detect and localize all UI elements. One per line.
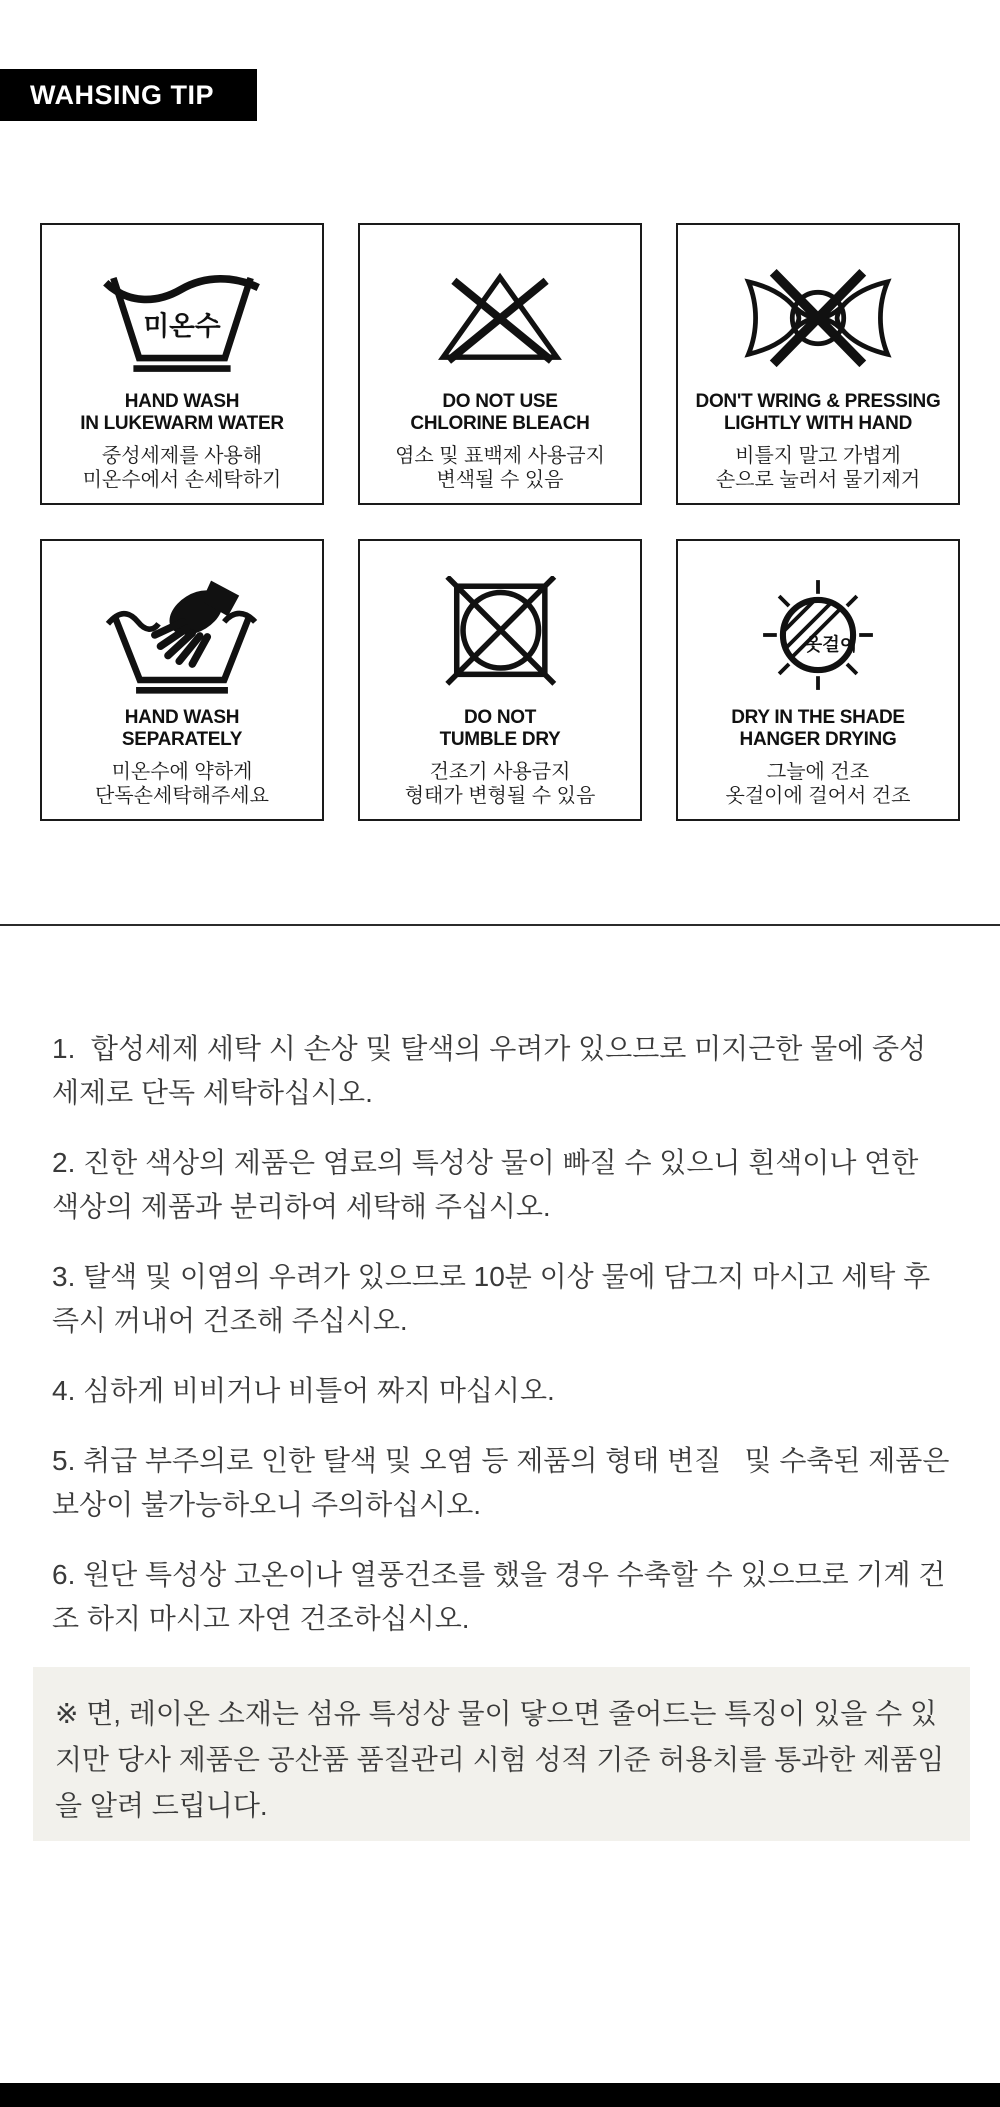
section-divider — [0, 924, 1000, 926]
box-desc-line: 미온수에서 손세탁하기 — [82, 469, 282, 491]
box-desc-line: 미온수에 약하게 — [111, 761, 253, 783]
box-title-line: DRY IN THE SHADE — [731, 707, 905, 728]
box-title-line: DON'T WRING & PRESSING — [695, 391, 941, 412]
box-desc-line: 염소 및 표백제 사용금지 — [395, 445, 605, 467]
box-desc-line: 형태가 변형될 수 있음 — [404, 785, 596, 807]
box-desc — [716, 444, 920, 492]
box-desc-line: 변색될 수 있음 — [436, 469, 564, 491]
instruction-item-2: 2. 진한 색상의 제품은 염료의 특성상 물이 빠질 수 있으니 흰색이나 연한 색상의 제품과 분리하여 세탁해 주십시오. — [52, 1147, 927, 1222]
no-chlorine-bleach-icon — [429, 264, 571, 374]
box-title — [410, 391, 589, 435]
footer-bar — [0, 2083, 1000, 2107]
icon-wrap — [737, 259, 899, 379]
box-title — [731, 707, 905, 751]
box-title-line: TUMBLE DRY — [439, 729, 561, 750]
box-title-line: DO NOT USE — [442, 391, 558, 412]
notice-text: ※ 면, 레이온 소재는 섬유 특성상 물이 닿으면 줄어드는 특징이 있을 수 있지만 당사 제품은 공산품 품질관리 시험 성적 기준 허용치를 통과한 제품임을 알려 드립니다. — [55, 1698, 945, 1821]
box-desc — [405, 760, 596, 808]
icon-wrap — [101, 259, 263, 379]
instruction-item-6: 6. 원단 특성상 고온이나 열풍건조를 했을 경우 수축할 수 있으므로 기계 건조 하지 마시고 자연 건조하십시오. — [52, 1559, 946, 1634]
box-title — [440, 707, 561, 751]
instruction-item-4: 4. 심하게 비비거나 비틀어 짜지 마십시오. — [52, 1375, 555, 1406]
care-row-2 — [40, 539, 960, 821]
care-box-hand-wash-lukewarm — [40, 223, 324, 505]
care-box-dry-in-shade — [676, 539, 960, 821]
hand-wash-separately-icon — [102, 575, 262, 695]
care-row-1 — [40, 223, 960, 505]
icon-wrap — [437, 575, 563, 695]
care-symbol-grid — [40, 223, 960, 821]
icon-wrap — [102, 575, 262, 695]
washing-tip-page — [0, 69, 1000, 2107]
svg-text:옷걸이: 옷걸이 — [804, 633, 858, 655]
hand-wash-basin-icon — [101, 262, 263, 376]
care-box-no-tumble-dry — [358, 539, 642, 821]
box-desc-line: 중성세제를 사용해 — [101, 445, 263, 467]
do-not-wring-icon — [737, 266, 899, 372]
instructions-list — [52, 1027, 958, 1641]
box-desc-line: 단독손세탁해주세요 — [95, 785, 269, 807]
do-not-tumble-dry-icon — [437, 576, 563, 694]
box-title-line: LIGHTLY WITH HAND — [723, 413, 913, 434]
box-desc-line: 비틀지 말고 가볍게 — [735, 445, 901, 467]
box-title-line: SEPARATELY — [121, 729, 243, 750]
box-desc-line: 건조기 사용금지 — [429, 761, 571, 783]
instruction-item-1: 1. 합성세제 세탁 시 손상 및 탈색의 우려가 있으므로 미지근한 물에 중성세제로 단독 세탁하십시오. — [52, 1033, 927, 1108]
box-title-line: IN LUKEWARM WATER — [80, 413, 284, 434]
box-title — [122, 707, 242, 751]
dry-in-shade-icon — [757, 574, 879, 696]
instruction-item-5: 5. 취급 부주의로 인한 탈색 및 오염 등 제품의 형태 변질 및 수축된 제품은 보상이 불가능하오니 주의하십시오. — [52, 1445, 958, 1520]
svg-text:미온수: 미온수 — [143, 311, 221, 342]
box-title — [696, 391, 941, 435]
washing-tip-badge — [0, 69, 257, 121]
notice-box — [33, 1667, 970, 1841]
instruction-item-3: 3. 탈색 및 이염의 우려가 있으므로 10분 이상 물에 담그지 마시고 세탁 후 즉시 꺼내어 건조해 주십시오. — [52, 1261, 938, 1336]
box-title-line: CHLORINE BLEACH — [410, 413, 590, 434]
box-desc-line: 손으로 눌러서 물기제거 — [715, 469, 921, 491]
box-desc — [95, 760, 269, 808]
box-title-line: DO NOT — [463, 707, 537, 728]
box-title — [80, 391, 284, 435]
icon-wrap — [757, 575, 879, 695]
care-box-no-bleach — [358, 223, 642, 505]
box-desc — [83, 444, 282, 492]
care-box-hand-wash-separately — [40, 539, 324, 821]
box-title-line: HANGER DRYING — [739, 729, 897, 750]
box-desc-line: 그늘에 건조 — [766, 761, 870, 783]
washing-tip-badge-label: WAHSING TIP — [30, 79, 215, 110]
box-desc-line: 옷걸이에 걸어서 건조 — [725, 785, 911, 807]
care-box-no-wring — [676, 223, 960, 505]
box-title-line: HAND WASH — [124, 707, 240, 728]
icon-wrap — [429, 259, 571, 379]
box-desc — [395, 444, 605, 492]
box-title-line: HAND WASH — [124, 391, 240, 412]
box-desc — [726, 760, 911, 808]
